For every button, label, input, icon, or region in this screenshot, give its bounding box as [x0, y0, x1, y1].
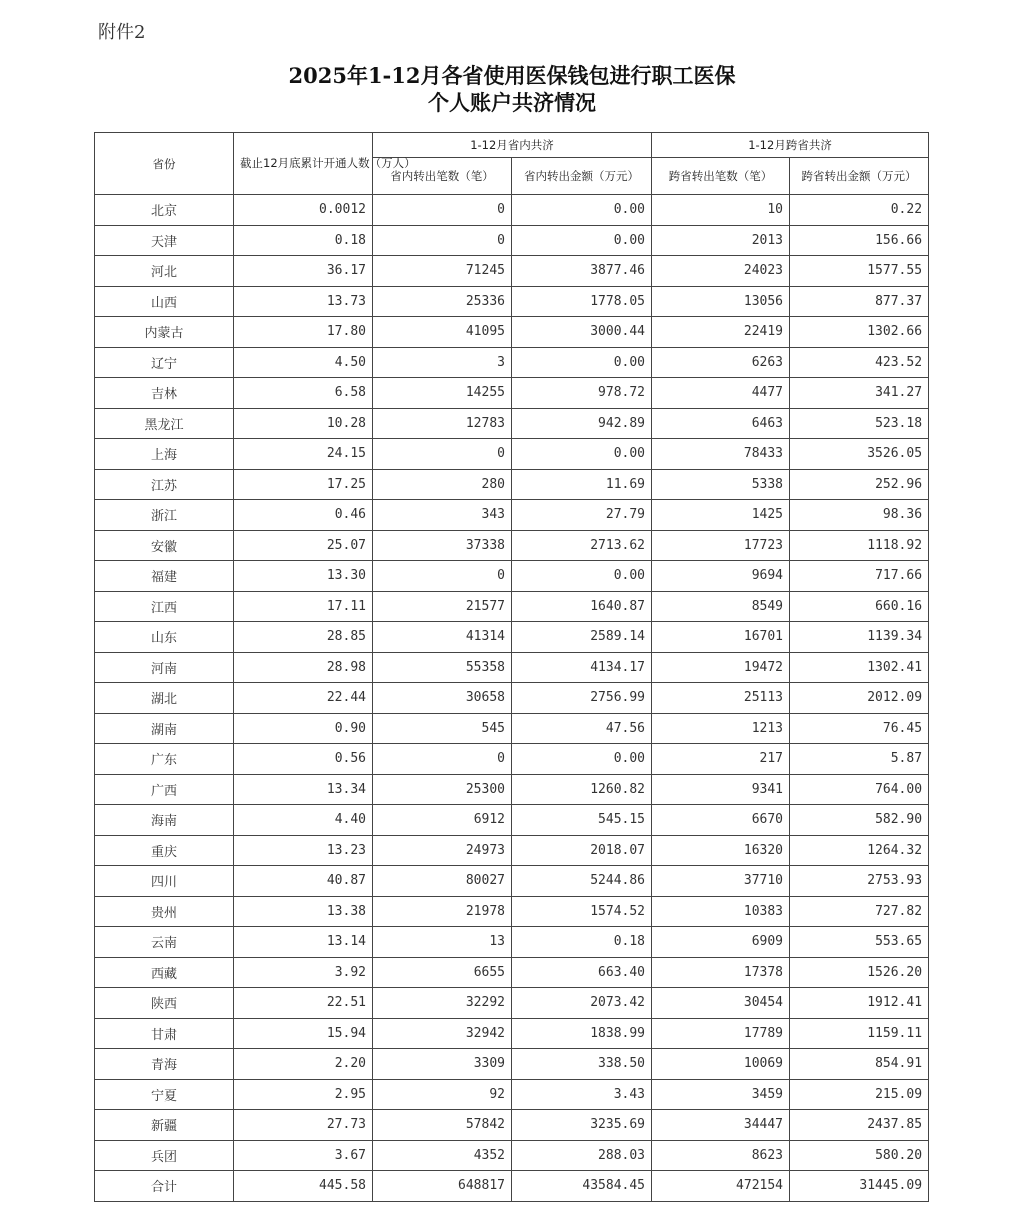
cell-province: 安徽: [95, 530, 234, 561]
cell-cross-count: 3459: [652, 1079, 790, 1110]
cell-province: 云南: [95, 927, 234, 958]
cell-cumulative-opened: 40.87: [234, 866, 373, 897]
cell-intra-amount: 11.69: [512, 469, 652, 500]
cell-cross-count: 8549: [652, 591, 790, 622]
cell-cross-amount: 1302.41: [790, 652, 929, 683]
cell-intra-amount: 0.00: [512, 439, 652, 470]
cell-cross-amount: 1159.11: [790, 1018, 929, 1049]
cell-cumulative-opened: 4.40: [234, 805, 373, 836]
cell-cross-count: 78433: [652, 439, 790, 470]
cell-cumulative-opened: 2.20: [234, 1049, 373, 1080]
table-row: [95, 500, 929, 531]
cell-province: 青海: [95, 1049, 234, 1080]
cell-intra-amount: 3877.46: [512, 256, 652, 287]
cell-intra-count: 21577: [373, 591, 512, 622]
cell-cross-amount: 215.09: [790, 1079, 929, 1110]
cell-province: 西藏: [95, 957, 234, 988]
cell-intra-count: 13: [373, 927, 512, 958]
cell-cross-amount: 2753.93: [790, 866, 929, 897]
cell-intra-amount: 2589.14: [512, 622, 652, 653]
cell-province: 海南: [95, 805, 234, 836]
cell-cross-amount: 764.00: [790, 774, 929, 805]
table-row: [95, 591, 929, 622]
cell-intra-count: 80027: [373, 866, 512, 897]
cell-intra-amount: 0.00: [512, 347, 652, 378]
cell-cross-amount: 98.36: [790, 500, 929, 531]
cell-intra-amount: 1574.52: [512, 896, 652, 927]
cell-cross-amount: 31445.09: [790, 1171, 929, 1202]
cell-cumulative-opened: 6.58: [234, 378, 373, 409]
header-province: 省份: [95, 133, 234, 195]
cell-province: 湖南: [95, 713, 234, 744]
cell-cross-count: 6670: [652, 805, 790, 836]
cell-province: 河南: [95, 652, 234, 683]
table-row: [95, 805, 929, 836]
table-row: [95, 439, 929, 470]
cell-cumulative-opened: 17.11: [234, 591, 373, 622]
cell-intra-count: 14255: [373, 378, 512, 409]
cell-cumulative-opened: 24.15: [234, 439, 373, 470]
cell-intra-count: 55358: [373, 652, 512, 683]
cell-intra-amount: 47.56: [512, 713, 652, 744]
cell-cross-count: 8623: [652, 1140, 790, 1171]
cell-intra-count: 41314: [373, 622, 512, 653]
table-total-row: [95, 1171, 929, 1202]
table-row: [95, 469, 929, 500]
cell-intra-amount: 545.15: [512, 805, 652, 836]
cell-intra-count: 37338: [373, 530, 512, 561]
table-row: [95, 896, 929, 927]
cell-intra-amount: 942.89: [512, 408, 652, 439]
cell-intra-count: 0: [373, 561, 512, 592]
cell-cross-amount: 5.87: [790, 744, 929, 775]
table-row: [95, 988, 929, 1019]
cell-intra-count: 545: [373, 713, 512, 744]
cell-cross-count: 1425: [652, 500, 790, 531]
header-cross-amount: 跨省转出金额（万元）: [790, 158, 929, 195]
cell-cross-amount: 1912.41: [790, 988, 929, 1019]
cell-cross-count: 17723: [652, 530, 790, 561]
cell-intra-count: 25336: [373, 286, 512, 317]
cell-cumulative-opened: 17.80: [234, 317, 373, 348]
header-intra-amount: 省内转出金额（万元）: [512, 158, 652, 195]
cell-cross-amount: 1302.66: [790, 317, 929, 348]
cell-cross-count: 9341: [652, 774, 790, 805]
cell-cross-count: 13056: [652, 286, 790, 317]
cell-cross-amount: 341.27: [790, 378, 929, 409]
cell-cross-amount: 0.22: [790, 195, 929, 226]
cell-cumulative-opened: 13.14: [234, 927, 373, 958]
cell-cross-amount: 727.82: [790, 896, 929, 927]
table-row: [95, 866, 929, 897]
cell-cross-amount: 2012.09: [790, 683, 929, 714]
table-row: [95, 713, 929, 744]
table-row: [95, 744, 929, 775]
header-intra-group: 1-12月省内共济: [373, 133, 652, 158]
cell-province: 湖北: [95, 683, 234, 714]
table-row: [95, 225, 929, 256]
attachment-label: 附件2: [98, 22, 146, 43]
cell-intra-count: 25300: [373, 774, 512, 805]
cell-intra-amount: 2756.99: [512, 683, 652, 714]
cell-province: 河北: [95, 256, 234, 287]
table-row: [95, 774, 929, 805]
cell-cross-amount: 1264.32: [790, 835, 929, 866]
cell-cross-count: 5338: [652, 469, 790, 500]
table-row: [95, 683, 929, 714]
table-row: [95, 195, 929, 226]
cell-intra-count: 32942: [373, 1018, 512, 1049]
cell-cumulative-opened: 25.07: [234, 530, 373, 561]
cell-province: 陕西: [95, 988, 234, 1019]
cell-cumulative-opened: 0.56: [234, 744, 373, 775]
cell-cross-amount: 423.52: [790, 347, 929, 378]
cell-cumulative-opened: 17.25: [234, 469, 373, 500]
cell-intra-amount: 0.18: [512, 927, 652, 958]
cell-intra-count: 648817: [373, 1171, 512, 1202]
cell-cumulative-opened: 13.38: [234, 896, 373, 927]
cell-cross-count: 25113: [652, 683, 790, 714]
table-row: [95, 1079, 929, 1110]
cell-cross-amount: 1526.20: [790, 957, 929, 988]
cell-cross-amount: 3526.05: [790, 439, 929, 470]
cell-cumulative-opened: 0.90: [234, 713, 373, 744]
table-row: [95, 957, 929, 988]
cell-intra-amount: 1838.99: [512, 1018, 652, 1049]
cell-intra-count: 3309: [373, 1049, 512, 1080]
cell-intra-amount: 2018.07: [512, 835, 652, 866]
cell-province: 甘肃: [95, 1018, 234, 1049]
cell-intra-count: 280: [373, 469, 512, 500]
cell-cumulative-opened: 22.51: [234, 988, 373, 1019]
cell-province: 福建: [95, 561, 234, 592]
cell-province: 贵州: [95, 896, 234, 927]
cell-cross-count: 9694: [652, 561, 790, 592]
cell-intra-amount: 3000.44: [512, 317, 652, 348]
cell-cross-amount: 156.66: [790, 225, 929, 256]
cell-cross-count: 24023: [652, 256, 790, 287]
cell-cross-amount: 1139.34: [790, 622, 929, 653]
cell-cross-count: 10383: [652, 896, 790, 927]
cell-cross-count: 472154: [652, 1171, 790, 1202]
cell-intra-amount: 3235.69: [512, 1110, 652, 1141]
cell-intra-count: 30658: [373, 683, 512, 714]
cell-province: 江西: [95, 591, 234, 622]
table-row: [95, 835, 929, 866]
cell-cross-count: 17378: [652, 957, 790, 988]
cell-cumulative-opened: 27.73: [234, 1110, 373, 1141]
title-line-1: 2025年1-12月各省使用医保钱包进行职工医保: [288, 63, 736, 88]
cell-intra-count: 92: [373, 1079, 512, 1110]
cell-cross-amount: 580.20: [790, 1140, 929, 1171]
table-row: [95, 408, 929, 439]
cell-cross-count: 30454: [652, 988, 790, 1019]
cell-province: 宁夏: [95, 1079, 234, 1110]
table-row: [95, 561, 929, 592]
cell-intra-count: 71245: [373, 256, 512, 287]
cell-cross-count: 6909: [652, 927, 790, 958]
table-row: [95, 1110, 929, 1141]
cell-cross-amount: 877.37: [790, 286, 929, 317]
cell-intra-amount: 27.79: [512, 500, 652, 531]
table-row: [95, 347, 929, 378]
header-cumulative-opened: 截止12月底累计开通人数（万人）: [234, 133, 373, 195]
cell-intra-amount: 1260.82: [512, 774, 652, 805]
cell-province: 四川: [95, 866, 234, 897]
cell-intra-amount: 43584.45: [512, 1171, 652, 1202]
cell-intra-count: 24973: [373, 835, 512, 866]
cell-cross-count: 22419: [652, 317, 790, 348]
cell-cross-amount: 582.90: [790, 805, 929, 836]
cell-province: 上海: [95, 439, 234, 470]
cell-intra-amount: 338.50: [512, 1049, 652, 1080]
cell-cumulative-opened: 13.30: [234, 561, 373, 592]
cell-province: 天津: [95, 225, 234, 256]
cell-province: 黑龙江: [95, 408, 234, 439]
cell-cross-amount: 523.18: [790, 408, 929, 439]
cell-intra-count: 0: [373, 439, 512, 470]
cell-province: 广西: [95, 774, 234, 805]
cell-cumulative-opened: 15.94: [234, 1018, 373, 1049]
cell-intra-amount: 5244.86: [512, 866, 652, 897]
cell-province: 广东: [95, 744, 234, 775]
cell-cumulative-opened: 10.28: [234, 408, 373, 439]
title-line-2: 个人账户共济情况: [428, 90, 596, 115]
cell-cumulative-opened: 13.73: [234, 286, 373, 317]
cell-intra-amount: 1778.05: [512, 286, 652, 317]
cell-cross-count: 34447: [652, 1110, 790, 1141]
table-row: [95, 1049, 929, 1080]
cell-intra-count: 6655: [373, 957, 512, 988]
header-cross-group: 1-12月跨省共济: [652, 133, 929, 158]
cell-intra-amount: 2073.42: [512, 988, 652, 1019]
cell-intra-count: 6912: [373, 805, 512, 836]
cell-province: 辽宁: [95, 347, 234, 378]
cell-cumulative-opened: 28.85: [234, 622, 373, 653]
cell-cumulative-opened: 3.92: [234, 957, 373, 988]
cell-cumulative-opened: 2.95: [234, 1079, 373, 1110]
cell-cross-count: 2013: [652, 225, 790, 256]
cell-cross-amount: 252.96: [790, 469, 929, 500]
cell-intra-amount: 0.00: [512, 225, 652, 256]
cell-cumulative-opened: 445.58: [234, 1171, 373, 1202]
cell-intra-amount: 0.00: [512, 561, 652, 592]
table-row: [95, 530, 929, 561]
cell-province: 兵团: [95, 1140, 234, 1171]
table-row: [95, 622, 929, 653]
cell-intra-amount: 288.03: [512, 1140, 652, 1171]
cell-cross-count: 37710: [652, 866, 790, 897]
cell-cross-amount: 717.66: [790, 561, 929, 592]
table-body: [95, 195, 929, 1202]
cell-intra-amount: 0.00: [512, 195, 652, 226]
cell-cross-amount: 76.45: [790, 713, 929, 744]
cell-cumulative-opened: 0.18: [234, 225, 373, 256]
cell-intra-count: 57842: [373, 1110, 512, 1141]
cell-cross-amount: 660.16: [790, 591, 929, 622]
cell-intra-amount: 0.00: [512, 744, 652, 775]
cell-intra-amount: 1640.87: [512, 591, 652, 622]
table-row: [95, 927, 929, 958]
cell-province: 北京: [95, 195, 234, 226]
cell-cross-count: 19472: [652, 652, 790, 683]
cell-intra-count: 41095: [373, 317, 512, 348]
cell-intra-count: 12783: [373, 408, 512, 439]
cell-cumulative-opened: 3.67: [234, 1140, 373, 1171]
header-intra-count: 省内转出笔数（笔）: [373, 158, 512, 195]
cell-cumulative-opened: 4.50: [234, 347, 373, 378]
cell-province: 合计: [95, 1171, 234, 1202]
cell-cumulative-opened: 0.0012: [234, 195, 373, 226]
cell-cumulative-opened: 28.98: [234, 652, 373, 683]
data-table: [94, 132, 929, 1202]
cell-cumulative-opened: 13.34: [234, 774, 373, 805]
cell-cross-count: 10069: [652, 1049, 790, 1080]
cell-cross-count: 217: [652, 744, 790, 775]
cell-intra-count: 21978: [373, 896, 512, 927]
cell-province: 山西: [95, 286, 234, 317]
cell-province: 重庆: [95, 835, 234, 866]
table-row: [95, 256, 929, 287]
cell-intra-amount: 663.40: [512, 957, 652, 988]
cell-cross-count: 6463: [652, 408, 790, 439]
cell-intra-count: 3: [373, 347, 512, 378]
cell-cross-count: 1213: [652, 713, 790, 744]
cell-intra-count: 32292: [373, 988, 512, 1019]
header-cross-count: 跨省转出笔数（笔）: [652, 158, 790, 195]
cell-cross-count: 4477: [652, 378, 790, 409]
cell-province: 内蒙古: [95, 317, 234, 348]
cell-intra-count: 4352: [373, 1140, 512, 1171]
cell-cumulative-opened: 36.17: [234, 256, 373, 287]
cell-cumulative-opened: 0.46: [234, 500, 373, 531]
cell-cross-count: 10: [652, 195, 790, 226]
table-row: [95, 286, 929, 317]
table-row: [95, 652, 929, 683]
cell-cross-count: 16701: [652, 622, 790, 653]
cell-intra-count: 0: [373, 744, 512, 775]
cell-province: 浙江: [95, 500, 234, 531]
cell-intra-amount: 4134.17: [512, 652, 652, 683]
table-header: [95, 133, 929, 195]
cell-cumulative-opened: 13.23: [234, 835, 373, 866]
cell-intra-count: 0: [373, 225, 512, 256]
cell-intra-count: 0: [373, 195, 512, 226]
table-row: [95, 378, 929, 409]
cell-cross-amount: 1118.92: [790, 530, 929, 561]
cell-cross-amount: 854.91: [790, 1049, 929, 1080]
cell-intra-count: 343: [373, 500, 512, 531]
cell-province: 山东: [95, 622, 234, 653]
cell-cross-count: 16320: [652, 835, 790, 866]
cell-cross-count: 6263: [652, 347, 790, 378]
table-row: [95, 1140, 929, 1171]
table-row: [95, 1018, 929, 1049]
cell-cumulative-opened: 22.44: [234, 683, 373, 714]
cell-cross-amount: 1577.55: [790, 256, 929, 287]
cell-intra-amount: 3.43: [512, 1079, 652, 1110]
cell-intra-amount: 2713.62: [512, 530, 652, 561]
cell-province: 新疆: [95, 1110, 234, 1141]
cell-cross-count: 17789: [652, 1018, 790, 1049]
cell-cross-amount: 553.65: [790, 927, 929, 958]
table-row: [95, 317, 929, 348]
cell-cross-amount: 2437.85: [790, 1110, 929, 1141]
cell-province: 吉林: [95, 378, 234, 409]
cell-province: 江苏: [95, 469, 234, 500]
cell-intra-amount: 978.72: [512, 378, 652, 409]
document-title: [0, 62, 1024, 116]
